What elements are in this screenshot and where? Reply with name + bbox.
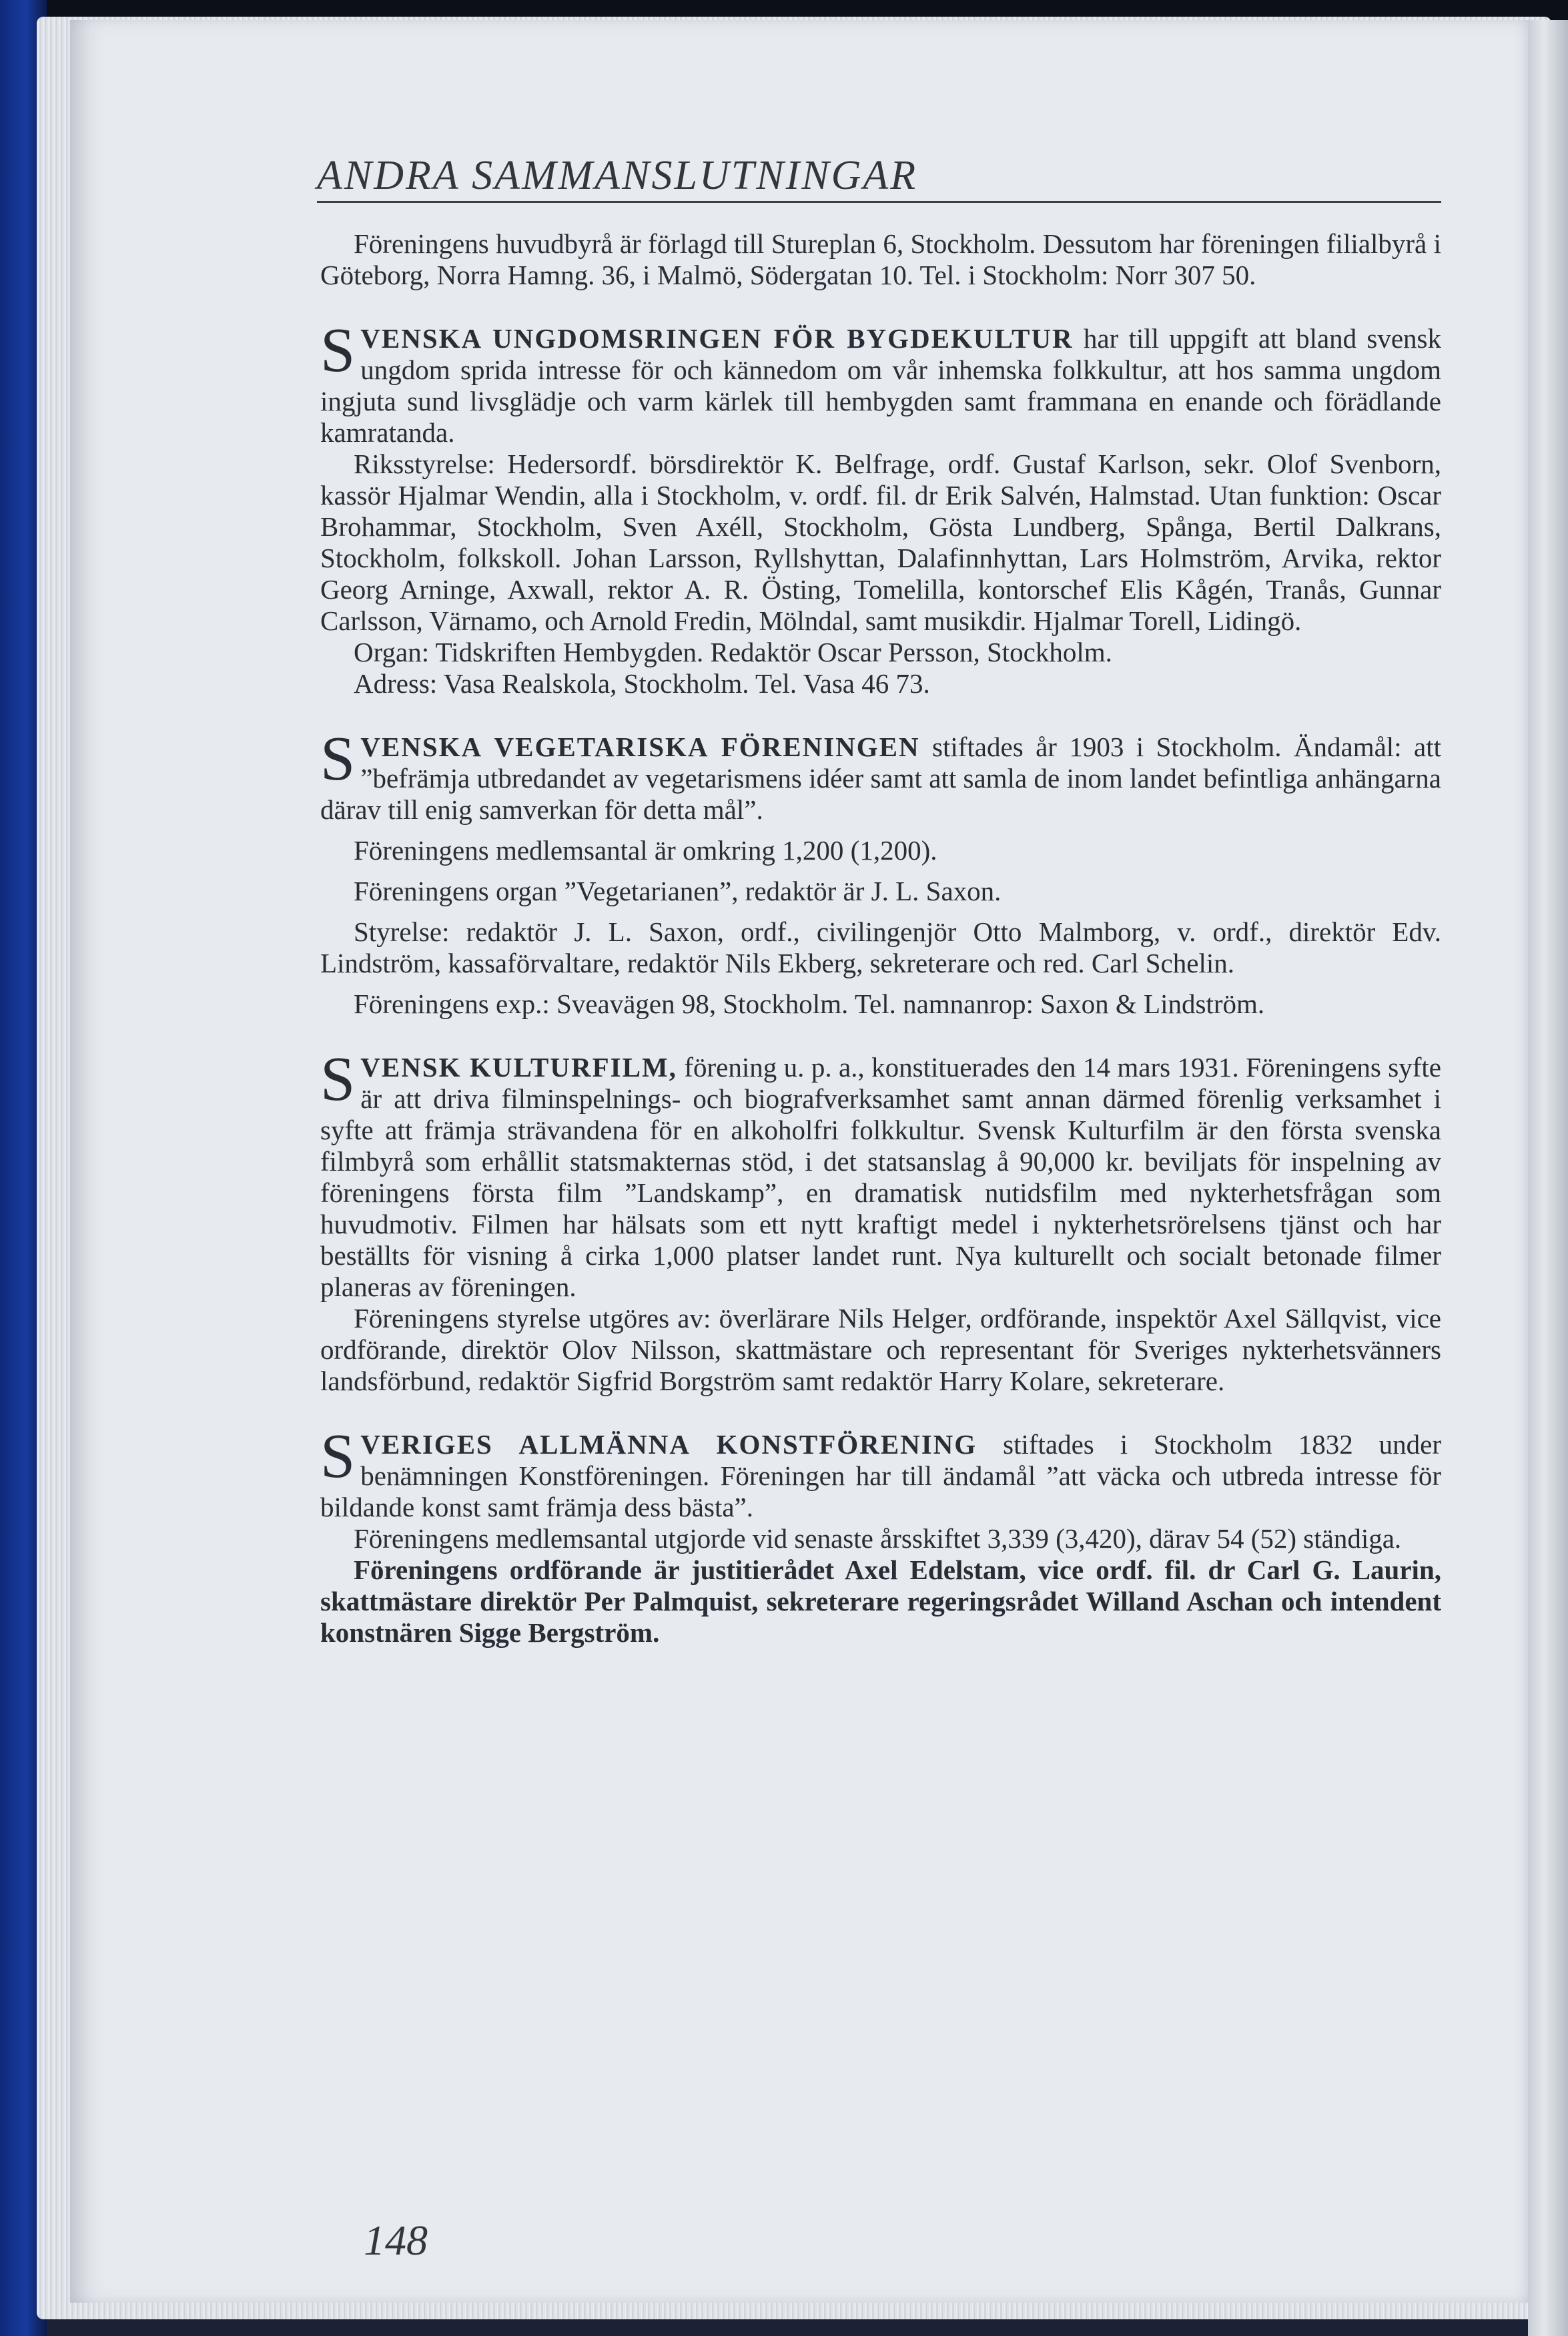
- section-ungdomsringen: [320, 316, 1442, 699]
- section-paragraph: Föreningens medlemsantal är omkring 1,200 (1,200).: [354, 835, 937, 866]
- section-kulturfilm: [320, 1045, 1441, 1397]
- section-bold-paragraph: Föreningens ordförande är justitierådet Axel Edelstam, vice ordf. fil. dr Carl G. Laurin, skattmästare direktör Per Palmquist, sekreterare regeringsrådet Willand Aschan och intendent konstnären Sigge Bergström.: [320, 1554, 1441, 1648]
- section-heading: VERIGES ALLMÄNNA KONSTFÖRENING: [360, 1429, 977, 1460]
- dropcap: S: [320, 1422, 356, 1491]
- section-paragraph: Föreningens exp.: Sveavägen 98, Stockholm. Tel. namnanrop: Saxon & Lindström.: [354, 988, 1265, 1019]
- section-paragraph: Adress: Vasa Realskola, Stockholm. Tel. Vasa 46 73.: [354, 668, 930, 699]
- section-paragraph: Föreningens medlemsantal utgjorde vid senaste årsskiftet 3,339 (3,420), därav 54 (52) ständiga.: [354, 1523, 1402, 1554]
- section-lead: [320, 724, 1441, 826]
- dropcap: S: [320, 316, 356, 385]
- book-page: [70, 20, 1528, 2303]
- section-paragraph: Föreningens organ ”Vegetarianen”, redaktör är J. L. Saxon.: [354, 876, 1002, 906]
- section-paragraph: Styrelse: redaktör J. L. Saxon, ordf., civilingenjör Otto Malmborg, v. ordf., direktör Edv. Lindström, kassaförvaltare, redaktör Nils Ekberg, sekreterare och red. Carl Schelin.: [320, 916, 1441, 978]
- page-content: [317, 153, 1442, 1649]
- section-konstforening: [320, 1422, 1441, 1649]
- section-lead: [320, 1422, 1441, 1523]
- section-paragraph: Föreningens styrelse utgöres av: överlärare Nils Helger, ordförande, inspektör Axel Sällqvist, vice ordförande, direktör Olov Nilsson, skattmästare och representant för Sveriges nykterhetsvänners landsförbund, redaktör Sigfrid Borgström samt redaktör Harry Kolare, sekreterare.: [320, 1303, 1441, 1396]
- section-heading: VENSKA UNGDOMSRINGEN FÖR BYGDEKULTUR: [360, 323, 1074, 354]
- page-number: 148: [364, 2217, 428, 2264]
- intro-paragraph: Föreningens huvudbyrå är förlagd till Stureplan 6, Stockholm. Dessutom har föreningen filialbyrå i Göteborg, Norra Hamng. 36, i Malmö, Södergatan 10. Tel. i Stockholm: Norr 307 50.: [320, 228, 1441, 290]
- dropcap: S: [320, 1045, 356, 1114]
- dropcap: S: [320, 724, 356, 794]
- section-lead-text: har till uppgift att bland svensk ungdom sprida intresse för och kännedom om vår inhemska folkkultur, att hos samma ungdom ingjuta sund livsglädje och varm kärlek till hembygden samt frammana en enande och förädlande kamratanda.: [320, 323, 1442, 448]
- section-paragraph: Organ: Tidskriften Hembygden. Redaktör Oscar Persson, Stockholm.: [354, 637, 1112, 667]
- section-lead: [320, 1045, 1441, 1303]
- section-vegetariska: [320, 724, 1441, 1020]
- section-paragraph: Riksstyrelse: Hedersordf. börsdirektör K. Belfrage, ordf. Gustaf Karlson, sekr. Olof Svenborn, kassör Hjalmar Wendin, alla i Stockholm, v. ordf. fil. dr Erik Salvén, Halmstad. Utan funktion: Oscar Brohammar, Stockholm, Sven Axéll, Stockholm, Gösta Lundberg, Spånga, Bertil Dalkrans, Stockholm, folkskoll. Johan Larsson, Ryllshyttan, Dalafinnhyttan, Lars Holmström, Arvika, rektor Georg Arninge, Axwall, rektor A. R. Östing, Tomelilla, kontorschef Elis Kågén, Tranås, Gunnar Carlsson, Värnamo, och Arnold Fredin, Mölndal, samt musikdir. Hjalmar Torell, Lidingö.: [320, 449, 1441, 636]
- right-page-edge: [1528, 20, 1568, 2336]
- running-head: ANDRA SAMMANSLUTNINGAR: [317, 160, 1441, 203]
- section-lead-text: förening u. p. a., konstituerades den 14 mars 1931. Föreningens syfte är att driva filminspelnings- och biografverksamhet samt annan därmed förenlig verksamhet i syfte att främja strävandena för en alkoholfri folkkultur. Svensk Kulturfilm är den första svenska filmbyrå som erhållit statsmakternas stöd, i det statsanslag å 90,000 kr. beviljats för inspelning av föreningens första film ”Landskamp”, en dramatisk nutidsfilm med nykterhetsfrågan som huvudmotiv. Filmen har hälsats som ett nytt kraftigt medel i nykterhetsrörelsens tjänst och har beställts för visning å cirka 1,000 platser landet runt. Nya kulturellt och socialt betonade filmer planeras av föreningen.: [320, 1052, 1441, 1302]
- section-lead: [320, 316, 1442, 449]
- section-heading: VENSK KULTURFILM,: [360, 1052, 677, 1083]
- section-heading: VENSKA VEGETARISKA FÖRENINGEN: [360, 732, 920, 762]
- section-lead-text: stiftades i Stockholm 1832 under benämningen Konstföreningen. Föreningen har till ändamål ”att väcka och utbreda intresse för bildande konst samt främja dess bästa”.: [320, 1429, 1441, 1522]
- section-lead-text: stiftades år 1903 i Stockholm. Ändamål: att ”befrämja utbredandet av vegetarismens idéer samt att samla de inom landet befintliga anhängarna därav till enig samverkan för detta mål”.: [320, 732, 1441, 825]
